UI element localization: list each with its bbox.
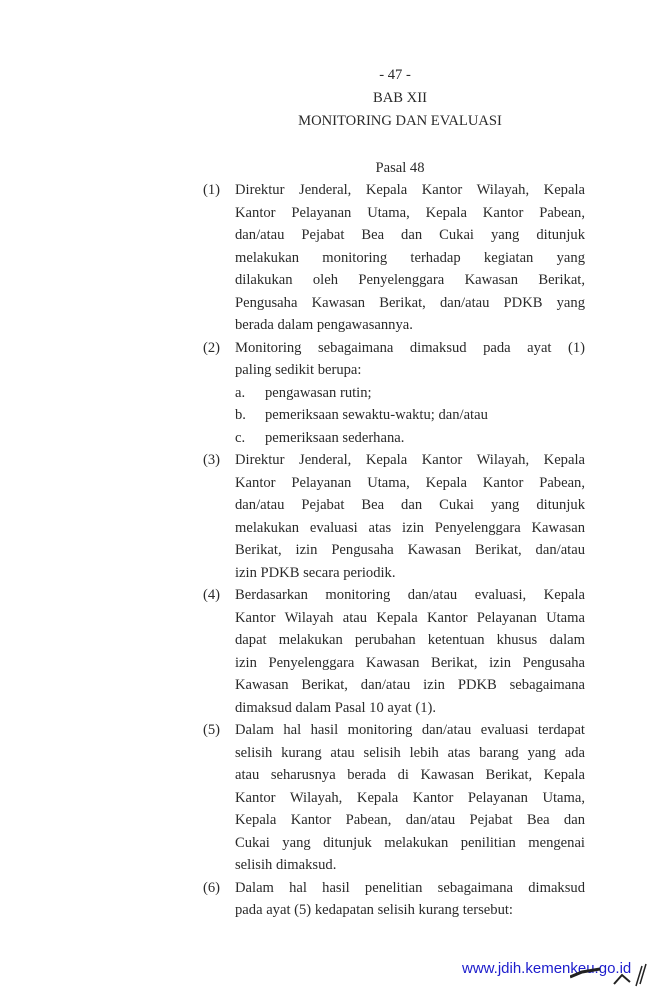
paragraph-line: Berdasarkan monitoring dan/atau evaluasi, Kepala bbox=[235, 587, 585, 603]
paragraph-line: Kantor Wilayah atau Kepala Kantor Pelayanan Utama bbox=[235, 609, 585, 626]
paragraph-line: dapat melakukan perubahan ketentuan khusus dalam bbox=[235, 632, 585, 648]
footer-url-link[interactable]: www.jdih.kemenkeu.go.id bbox=[462, 960, 632, 977]
paragraph-line: selisih dimaksud. bbox=[235, 857, 337, 873]
subitem-text: pemeriksaan sederhana. bbox=[265, 429, 405, 446]
paragraph-item bbox=[203, 449, 585, 584]
paragraph-item bbox=[203, 179, 585, 337]
paragraph-number: (4) bbox=[203, 587, 221, 603]
paragraph-line: Kantor Pelayanan Utama, Kepala Kantor Pabean, bbox=[235, 204, 585, 221]
paragraph-line: berada dalam pengawasannya. bbox=[235, 317, 413, 333]
paragraph-line: Kepala Kantor Pabean, dan/atau Pejabat Bea dan bbox=[235, 812, 585, 828]
paragraph-number: (6) bbox=[203, 879, 221, 896]
signature-initials-icon bbox=[570, 960, 650, 990]
paragraph-line: Pengusaha Kawasan Berikat, dan/atau PDKB yang bbox=[235, 294, 585, 311]
paragraph-number: (2) bbox=[203, 339, 221, 356]
chapter-title: MONITORING DAN EVALUASI bbox=[298, 113, 502, 129]
paragraph-line: izin Penyelenggara Kawasan Berikat, izin Pengusaha bbox=[235, 654, 585, 671]
paragraph-line: dimaksud dalam Pasal 10 ayat (1). bbox=[235, 699, 437, 716]
list-subitem bbox=[235, 382, 585, 405]
paragraph-item bbox=[203, 719, 585, 877]
paragraph-item bbox=[203, 877, 585, 922]
list-subitem bbox=[235, 427, 585, 450]
subitem-text: pemeriksaan sewaktu-waktu; dan/atau bbox=[265, 407, 488, 423]
article-body bbox=[203, 179, 585, 922]
paragraph-line: Cukai yang ditunjuk melakukan penilitian mengenai bbox=[235, 834, 585, 851]
chapter-heading: BAB XII bbox=[373, 90, 427, 106]
paragraph-line: Monitoring sebagaimana dimaksud pada ayat (1) bbox=[235, 339, 585, 356]
paragraph-line: dilakukan oleh Penyelenggara Kawasan Berikat, bbox=[235, 272, 585, 288]
paragraph-line: Kantor Pelayanan Utama, Kepala Kantor Pabean, bbox=[235, 474, 585, 491]
paragraph-line: pada ayat (5) kedapatan selisih kurang tersebut: bbox=[235, 902, 513, 918]
paragraph-line: Dalam hal hasil penelitian sebagaimana dimaksud bbox=[235, 879, 585, 896]
paragraph-line: Berikat, izin Pengusaha Kawasan Berikat, dan/atau bbox=[235, 542, 585, 558]
paragraph-line: melakukan evaluasi atas izin Penyelenggara Kawasan bbox=[235, 519, 585, 536]
paragraph-line: Direktur Jenderal, Kepala Kantor Wilayah, Kepala bbox=[235, 182, 585, 198]
subitem-text: pengawasan rutin; bbox=[265, 384, 372, 401]
article-heading: Pasal 48 bbox=[375, 160, 425, 176]
paragraph-line: izin PDKB secara periodik. bbox=[235, 564, 396, 581]
paragraph-line: Dalam hal hasil monitoring dan/atau evaluasi terdapat bbox=[235, 722, 585, 738]
paragraph-number: (1) bbox=[203, 182, 221, 198]
subitem-letter: a. bbox=[235, 384, 246, 401]
subitem-letter: c. bbox=[235, 429, 246, 446]
paragraph-number: (3) bbox=[203, 452, 221, 468]
paragraph-line: dan/atau Pejabat Bea dan Cukai yang ditunjuk bbox=[235, 497, 585, 513]
subitem-letter: b. bbox=[235, 407, 246, 423]
paragraph-line: paling sedikit berupa: bbox=[235, 362, 362, 378]
page-number: - 47 - bbox=[379, 67, 411, 83]
list-subitem bbox=[235, 404, 585, 427]
paragraph-line: selisih kurang atau selisih lebih atas barang yang ada bbox=[235, 744, 585, 761]
paragraph-line: atau seharusnya berada di Kawasan Berikat, Kepala bbox=[235, 767, 585, 783]
paragraph-line: Direktur Jenderal, Kepala Kantor Wilayah, Kepala bbox=[235, 452, 585, 468]
paragraph-line: Kantor Wilayah, Kepala Kantor Pelayanan Utama, bbox=[235, 789, 585, 806]
paragraph-item bbox=[203, 584, 585, 719]
paragraph-line: dan/atau Pejabat Bea dan Cukai yang ditunjuk bbox=[235, 227, 585, 243]
paragraph-item bbox=[203, 337, 585, 450]
paragraph-number: (5) bbox=[203, 722, 221, 738]
paragraph-line: melakukan monitoring terhadap kegiatan yang bbox=[235, 249, 585, 266]
paragraph-line: Kawasan Berikat, dan/atau izin PDKB sebagaimana bbox=[235, 677, 585, 693]
